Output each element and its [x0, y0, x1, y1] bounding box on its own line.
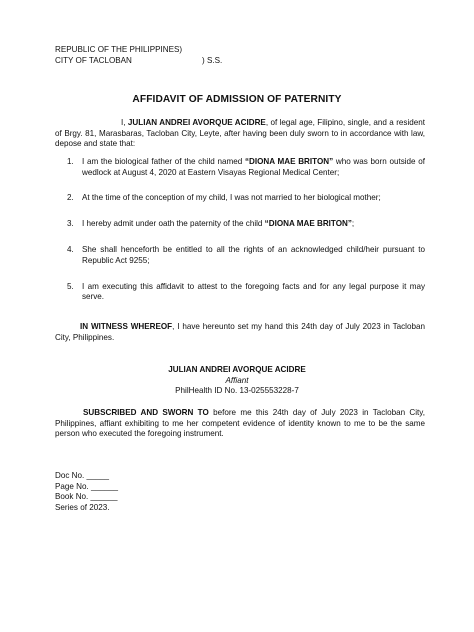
witness-paragraph: [55, 322, 425, 343]
intro-start: I,: [121, 118, 128, 127]
statement-item-4: [55, 245, 425, 266]
witness-heading: IN WITNESS WHEREOF: [80, 322, 173, 331]
item-text: I hereby admit under oath the paternity of the child: [82, 218, 265, 228]
item-number: 5.: [67, 281, 74, 291]
item-text: At the time of the conception of my child, I was not married to her biological mother;: [82, 193, 381, 203]
republic-line: REPUBLIC OF THE PHILIPPINES): [55, 45, 183, 54]
notarial-register: [55, 471, 118, 513]
affiant-name: JULIAN ANDREI AVORQUE ACIDRE: [168, 365, 306, 374]
child-name: “DIONA MAE BRITON”: [244, 157, 334, 166]
venue-caption: [55, 45, 435, 66]
item-number: 4.: [67, 245, 74, 255]
intro-rest: , of legal age, Filipino, single, and a resident of Brgy. 81, Marasbaras, Tacloban City, Leyte, after having been duly sworn to in accordance with law, depose and state that:: [55, 118, 425, 149]
statement-item-3: [55, 219, 425, 230]
item-text: I am the biological father of the child named: [82, 157, 245, 166]
item-number: 3.: [67, 218, 74, 228]
item-text: She shall henceforth be entitled to all the rights of an acknowledged child/heir pursuant to Republic Act 9255;: [82, 245, 425, 265]
jurat-paragraph: [55, 408, 425, 440]
affiant-name-inline: JULIAN ANDREI AVORQUE ACIDRE: [127, 118, 266, 127]
statement-list: [55, 157, 425, 303]
affiant-role: Affiant: [225, 375, 249, 385]
item-text: I am executing this affidavit to attest to the foregoing facts and for any legal purpose it may serve.: [82, 281, 425, 302]
statement-item-2: [55, 193, 425, 204]
book-no: Book No. ______: [55, 492, 118, 502]
item-text-end: ;: [351, 218, 355, 228]
item-number: 2.: [67, 193, 74, 203]
page-no: Page No. ______: [55, 481, 119, 491]
jurat-text: before me this 24th day of July 2023 in Tacloban City, Philippines, affiant exhibiting to me her competent evidence of identity known to me to be the same person who executed the foregoing instrument.: [55, 408, 425, 439]
affiant-id: PhilHealth ID No. 13-025553228-7: [175, 386, 299, 396]
intro-paragraph: [55, 118, 425, 150]
affiant-signature-block: [0, 365, 474, 397]
ss-mark: ) S.S.: [202, 55, 223, 65]
item-text-end: who was born outside of wedlock at August 4, 2020 at Eastern Visayas Regional Medical Center;: [82, 157, 425, 177]
statement-item-1: [55, 157, 425, 178]
witness-text: , I have hereunto set my hand this 24th day of July 2023 in Tacloban City, Philippines.: [55, 322, 425, 342]
series-year: Series of 2023.: [55, 502, 110, 512]
child-name: “DIONA MAE BRITON”: [264, 218, 352, 228]
city-line: CITY OF TACLOBAN: [55, 55, 132, 65]
doc-no: Doc No. _____: [55, 471, 109, 480]
statement-item-5: [55, 282, 425, 303]
item-number: 1.: [67, 157, 74, 166]
document-title: AFFIDAVIT OF ADMISSION OF PATERNITY: [132, 94, 342, 105]
jurat-heading: SUBSCRIBED AND SWORN TO: [83, 408, 209, 417]
